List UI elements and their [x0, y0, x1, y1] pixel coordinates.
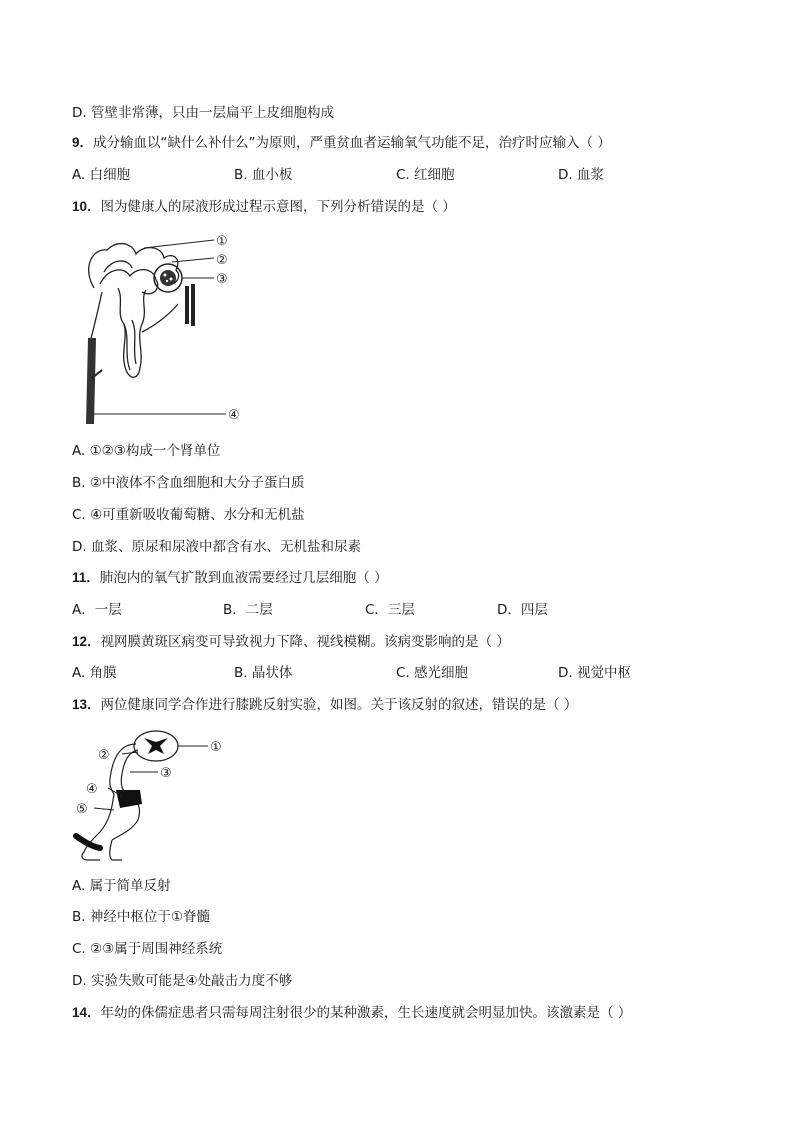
label-5: ⑤: [76, 802, 88, 817]
knee-jerk-diagram: [72, 728, 232, 864]
q11-option-a: A．一层: [72, 602, 122, 618]
q9-option-c: C. 红细胞: [396, 167, 455, 183]
q11-number: 11．: [72, 570, 100, 585]
q9-option-a: A. 白细胞: [72, 167, 131, 183]
reflex-hammer: [76, 836, 100, 848]
q11-stem-text: 肺泡内的氧气扩散到血液需要经过几层细胞（ ）: [99, 570, 388, 586]
q11-option-c: C．三层: [365, 602, 415, 618]
q11-stem: [72, 569, 388, 587]
q13-option-d: D. 实验失败可能是④处敲击力度不够: [72, 973, 293, 989]
q12-option-d: D. 视觉中枢: [558, 665, 631, 681]
label-4: ④: [228, 408, 240, 423]
q12-stem-text: 视网膜黄斑区病变可导致视力下降、视线模糊。该病变影响的是（ ）: [100, 634, 510, 650]
label-2: ②: [216, 253, 228, 268]
q10-option-a: A. ①②③构成一个肾单位: [72, 443, 221, 459]
q10-option-d: D. 血浆、原尿和尿液中都含有水、无机盐和尿素: [72, 539, 361, 555]
foot: [110, 840, 122, 860]
q13-option-c: C. ②③属于周围神经系统: [72, 941, 223, 957]
q14-stem-text: 年幼的侏儒症患者只需每周注射很少的某种激素，生长速度就会明显加快。该激素是（ ）: [100, 1005, 632, 1021]
q9-stem: [72, 134, 611, 152]
q9-number: 9．: [72, 135, 94, 150]
nephron-diagram: [72, 228, 252, 428]
label-3: ③: [160, 766, 172, 781]
q11-option-b: B．二层: [223, 602, 273, 618]
spinal-cord-section: [134, 731, 178, 761]
q10-stem: [72, 198, 456, 216]
loop-of-henle: [118, 288, 146, 377]
q14-number: 14．: [72, 1005, 101, 1020]
q9-stem-text: 成分输血以“缺什么补什么”为原则，严重贫血者运输氧气功能不足，治疗时应输入（ ）: [93, 135, 611, 151]
q12-option-b: B. 晶状体: [234, 665, 293, 681]
q12-option-a: A. 角膜: [72, 665, 117, 681]
q10-stem-text: 图为健康人的尿液形成过程示意图，下列分析错误的是（ ）: [100, 199, 456, 215]
q10-number: 10．: [72, 199, 101, 214]
q13-option-a: A. 属于简单反射: [72, 878, 171, 894]
label-3: ③: [216, 272, 228, 287]
q14-stem: [72, 1004, 631, 1022]
label-2: ②: [98, 748, 110, 763]
q8-option-d: D. 管壁非常薄，只由一层扁平上皮细胞构成: [72, 105, 334, 121]
label-1: ①: [216, 234, 228, 249]
q12-option-c: C. 感光细胞: [396, 665, 469, 681]
q13-number: 13．: [72, 697, 101, 712]
q10-option-c: C. ④可重新吸收葡萄糖、水分和无机盐: [72, 507, 305, 523]
q13-stem-text: 两位健康同学合作进行膝跳反射实验，如图。关于该反射的叙述，错误的是（ ）: [100, 697, 578, 713]
label-4: ④: [86, 782, 98, 797]
q11-option-d: D．四层: [497, 602, 548, 618]
q12-stem: [72, 633, 510, 651]
knee-jerk-figure: [72, 728, 232, 864]
q13-option-b: B. 神经中枢位于①脊髓: [72, 909, 210, 925]
q10-option-b: B. ②中液体不含血细胞和大分子蛋白质: [72, 475, 305, 491]
label-1: ①: [210, 740, 222, 755]
q9-option-d: D. 血浆: [558, 167, 604, 183]
q9-option-b: B. 血小板: [234, 167, 293, 183]
nephron-figure: [72, 228, 252, 428]
q12-number: 12．: [72, 634, 101, 649]
q13-stem: [72, 696, 577, 714]
